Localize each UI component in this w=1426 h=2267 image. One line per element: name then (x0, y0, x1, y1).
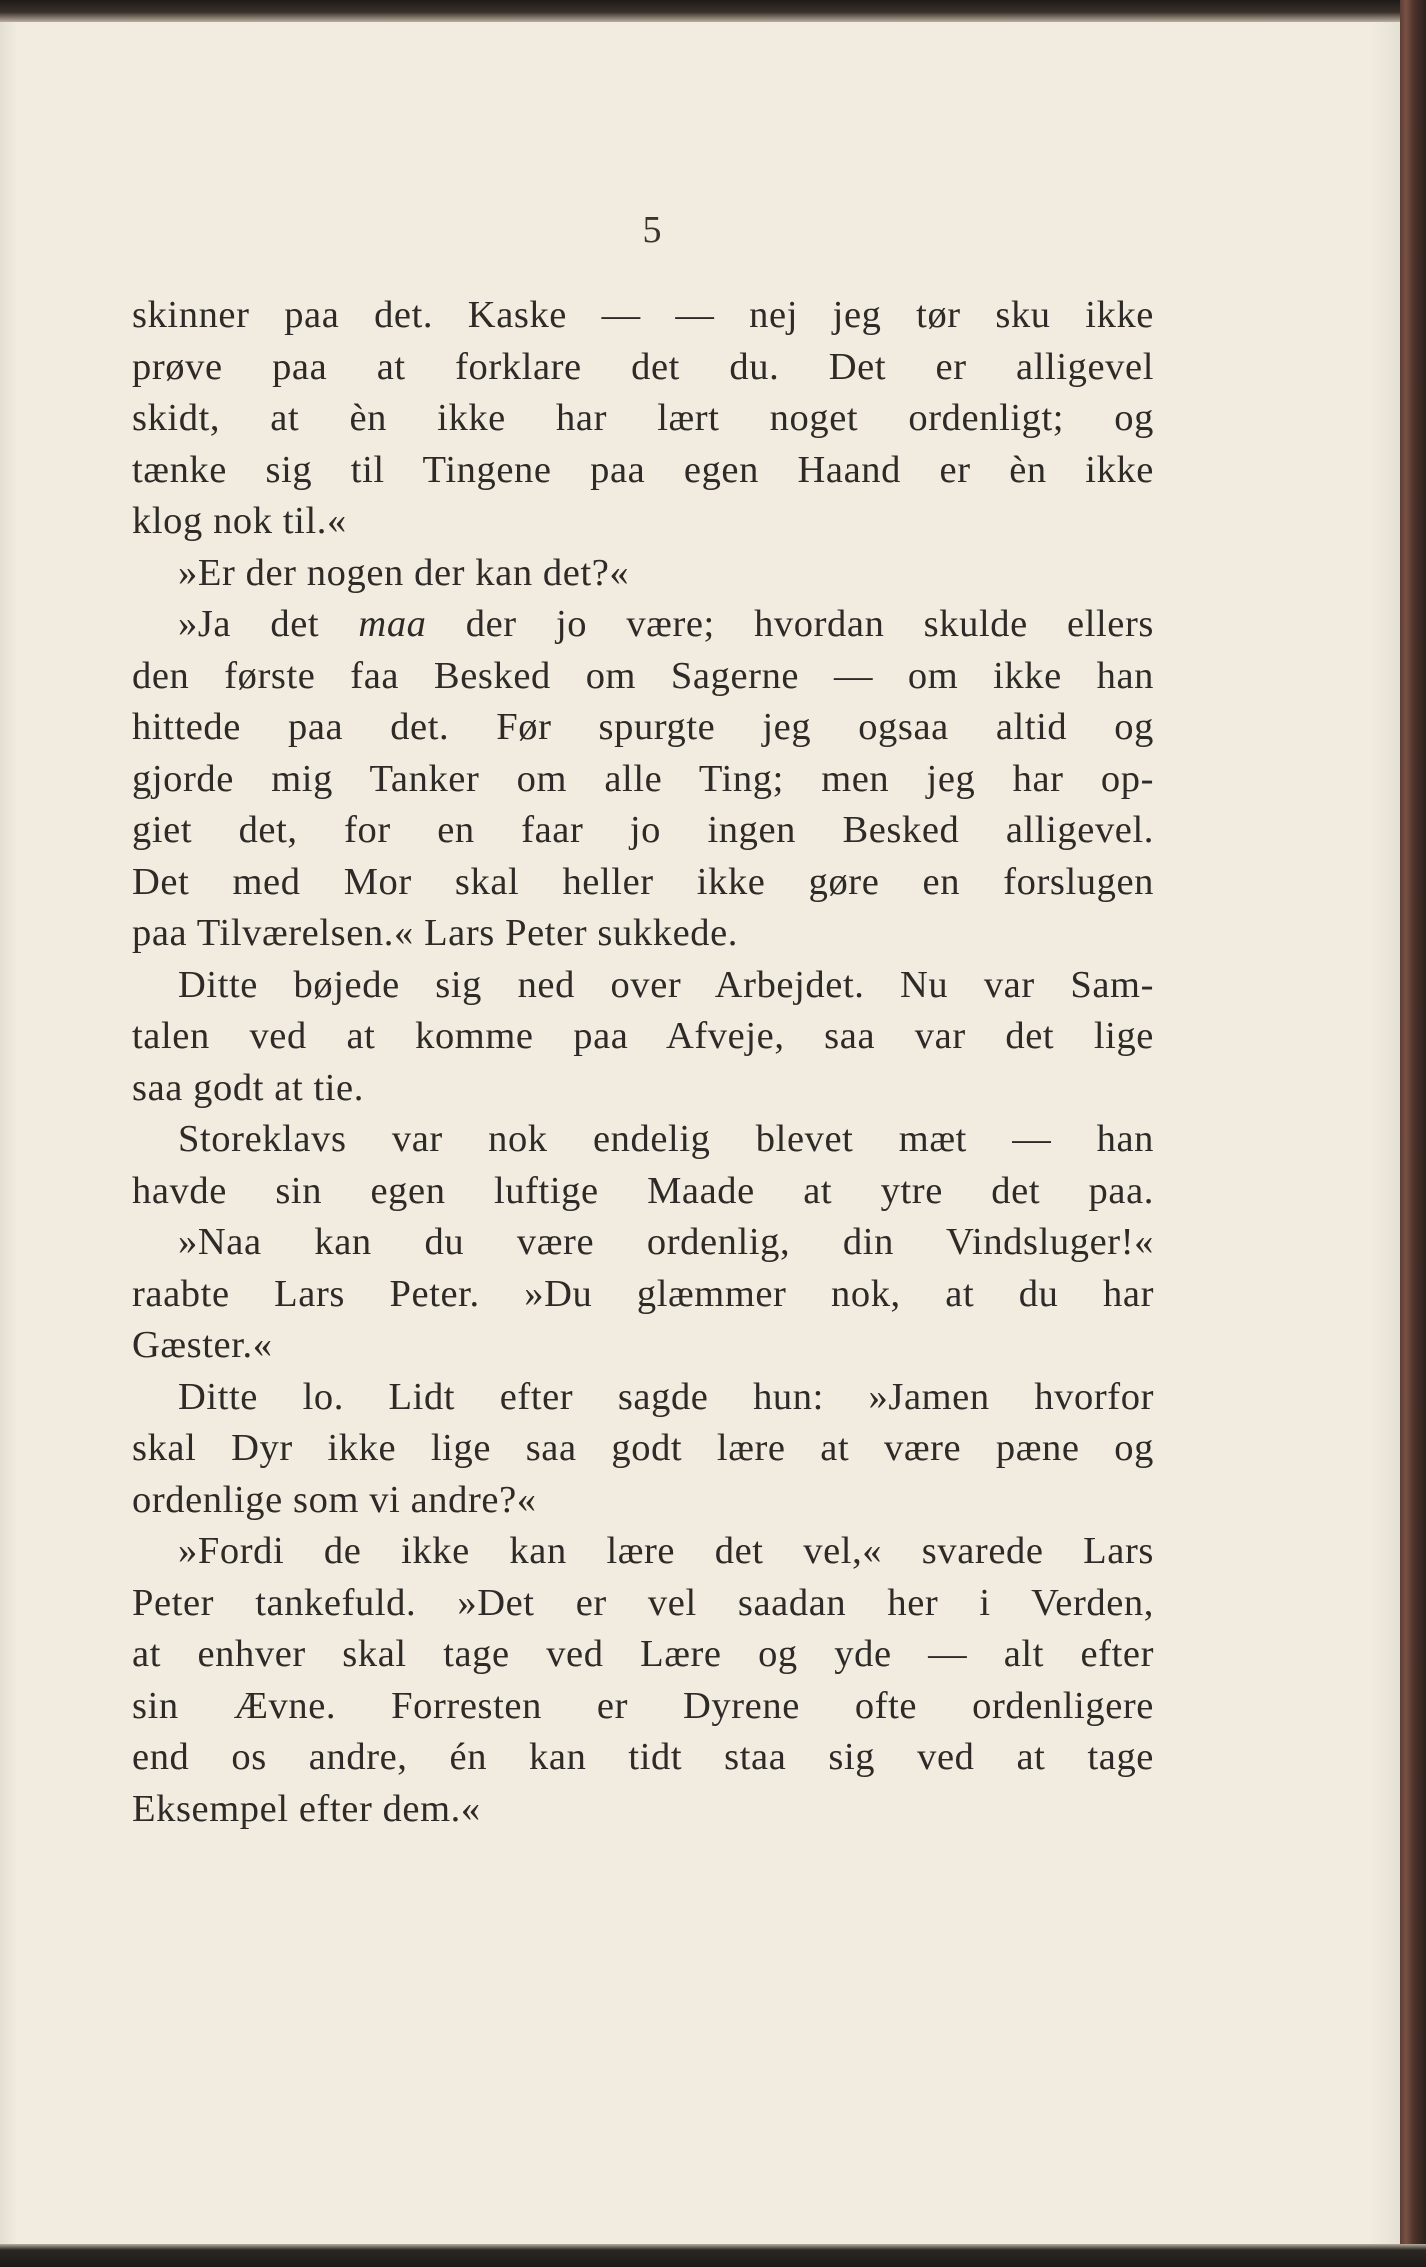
text-line: skidt, at èn ikke har lært noget ordenligt; og (132, 397, 1154, 439)
text-line: Storeklavs var nok endelig blevet mæt — han (178, 1118, 1154, 1160)
text-line: saa godt at tie. (132, 1066, 364, 1109)
text-line: den første faa Besked om Sagerne — om ikke han (132, 654, 1154, 697)
text-line: »Naa kan du være ordenlig, din Vindsluger!« (178, 1221, 1154, 1263)
text-line: skal Dyr ikke lige saa godt lære at være pæne og (132, 1427, 1154, 1469)
text-line: sin Ævne. Forresten er Dyrene ofte ordenligere (132, 1684, 1154, 1727)
page-bottom-edge (0, 2244, 1426, 2267)
text-line: paa Tilværelsen.« Lars Peter sukkede. (132, 912, 739, 954)
text-line: ordenlige som vi andre?« (132, 1478, 537, 1521)
emphasis-text: maa (358, 603, 427, 645)
text-line: Ditte bøjede sig ned over Arbejdet. Nu var Sam- (178, 963, 1154, 1006)
text-line: raabte Lars Peter. »Du glæmmer nok, at du har (132, 1272, 1154, 1315)
book-spine-edge (1400, 0, 1426, 2267)
text-line: gjorde mig Tanker om alle Ting; men jeg har op- (132, 757, 1154, 800)
text-line: Peter tankefuld. »Det er vel saadan her i Verden, (132, 1581, 1154, 1624)
text-line: Ditte lo. Lidt efter sagde hun: »Jamen hvorfor (178, 1375, 1154, 1418)
page-number: 5 (642, 209, 662, 251)
text-line: prøve paa at forklare det du. Det er alligevel (132, 345, 1154, 388)
text-line: »Er der nogen der kan det?« (178, 551, 630, 594)
text-line: at enhver skal tage ved Lære og yde — alt efter (132, 1633, 1154, 1675)
text-line: klog nok til.« (132, 500, 347, 542)
text-line: giet det, for en faar jo ingen Besked alligevel. (132, 809, 1154, 851)
text-line: »Fordi de ikke kan lære det vel,« svarede Lars (178, 1530, 1154, 1572)
text-line: Det med Mor skal heller ikke gøre en forslugen (132, 860, 1154, 903)
text-line: end os andre, én kan tidt staa sig ved at tage (132, 1736, 1154, 1778)
text-line: »Ja det maa der jo være; hvordan skulde ellers (178, 603, 1154, 645)
text-line: Gæster.« (132, 1324, 273, 1366)
text-line: talen ved at komme paa Afveje, saa var det lige (132, 1015, 1154, 1057)
text-line: skinner paa det. Kaske — — nej jeg tør sku ikke (132, 294, 1154, 336)
page-top-edge (0, 0, 1426, 22)
text-line: tænke sig til Tingene paa egen Haand er èn ikke (132, 448, 1154, 491)
text-line: hittede paa det. Før spurgte jeg ogsaa altid og (132, 706, 1154, 748)
body-text (132, 290, 1154, 1835)
text-line: Eksempel efter dem.« (132, 1787, 481, 1830)
text-line: havde sin egen luftige Maade at ytre det paa. (132, 1169, 1154, 1212)
